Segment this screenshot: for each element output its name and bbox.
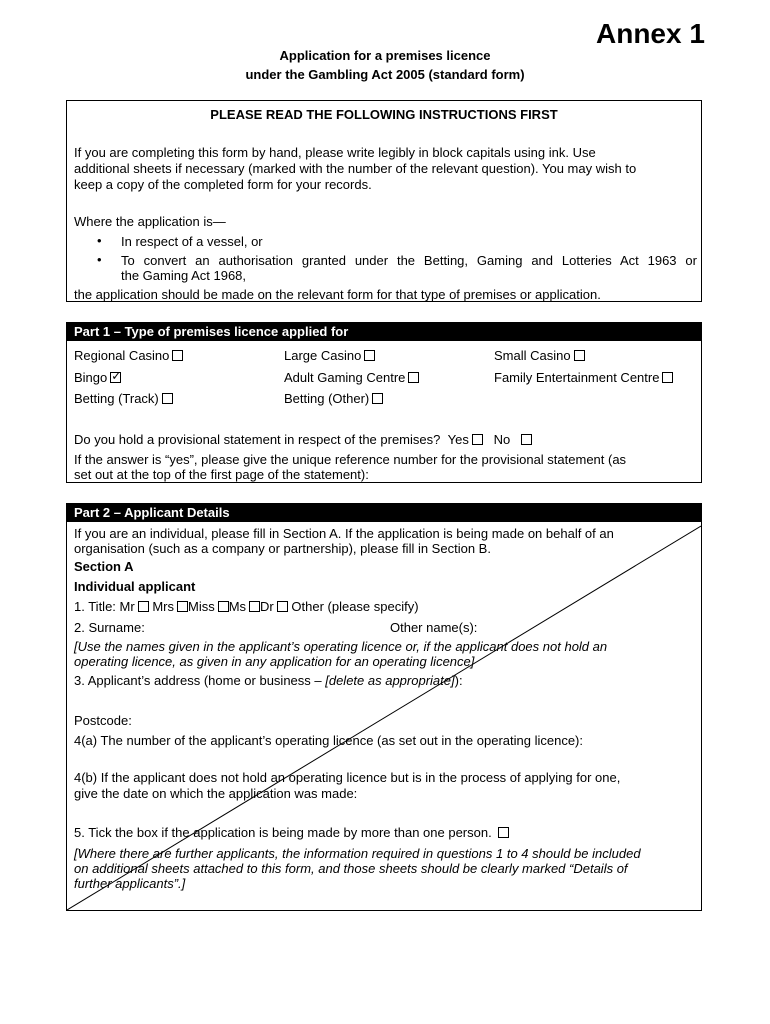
option-bingo: Bingo✓ [74, 370, 121, 386]
provisional-question: Do you hold a provisional statement in respect of the premises? Yes No [74, 432, 532, 448]
bullet-item: To convert an authorisation granted under the Betting, Gaming and Lotteries Act 1963 or [121, 253, 697, 268]
adult-gaming-centre-checkbox[interactable] [408, 372, 419, 383]
annex-label: Annex 1 [596, 18, 705, 49]
instructions-heading: PLEASE READ THE FOLLOWING INSTRUCTIONS FIRST [210, 107, 558, 122]
multiple-applicants-question: 5. Tick the box if the application is being made by more than one person. [74, 825, 509, 841]
instructions-text: If you are completing this form by hand, please write legibly in block capitals using ink. Use [74, 145, 596, 160]
surname-label: 2. Surname: [74, 620, 145, 635]
instructions-text: Where the application is— [74, 214, 226, 229]
part2-intro: If you are an individual, please fill in Section A. If the application is being made on behalf of an [74, 526, 614, 541]
option-large-casino: Large Casino [284, 348, 375, 364]
title-question: 1. Title: Mr Mrs Miss Ms Dr Other (please specify) [74, 599, 419, 614]
names-note: [Use the names given in the applicant’s operating licence or, if the applicant does not hold an [74, 639, 608, 654]
part2-intro: organisation (such as a company or partnership), please fill in Section B. [74, 541, 491, 556]
betting-track-checkbox[interactable] [162, 393, 173, 404]
further-applicants-note: on additional sheets attached to this form, and those sheets should be clearly marked “Details of [74, 861, 628, 876]
section-a-heading: Section A [74, 559, 134, 574]
bingo-checkbox[interactable] [110, 372, 121, 383]
family-entertainment-centre-checkbox[interactable] [662, 372, 673, 383]
part1-box [66, 322, 702, 483]
bullet-item: the Gaming Act 1968, [121, 268, 247, 283]
address-question: 3. Applicant’s address (home or business – [delete as appropriate]): [74, 673, 463, 688]
large-casino-checkbox[interactable] [364, 350, 375, 361]
strike-through-line [67, 504, 701, 910]
instructions-closing: the application should be made on the relevant form for that type of premises or application. [74, 287, 601, 302]
provisional-no-checkbox[interactable] [521, 434, 532, 445]
postcode-label: Postcode: [74, 713, 132, 728]
instructions-text: keep a copy of the completed form for your records. [74, 177, 372, 192]
reference-instruction: set out at the top of the first page of the statement): [74, 467, 369, 482]
part1-header: Part 1 – Type of premises licence applied for [67, 323, 701, 341]
option-regional-casino: Regional Casino [74, 348, 183, 364]
further-applicants-note: further applicants”.] [74, 876, 186, 891]
bullet-icon: • [97, 252, 102, 267]
bullet-icon: • [97, 233, 102, 248]
pending-licence-question: 4(b) If the applicant does not hold an operating licence but is in the process of applying for one, [74, 770, 621, 785]
provisional-yes-checkbox[interactable] [472, 434, 483, 445]
option-family-entertainment-centre: Family Entertainment Centre [494, 370, 673, 386]
bullet-item: In respect of a vessel, or [121, 234, 263, 249]
option-small-casino: Small Casino [494, 348, 585, 364]
reference-instruction: If the answer is “yes”, please give the unique reference number for the provisional statement (as [74, 452, 627, 467]
regional-casino-checkbox[interactable] [172, 350, 183, 361]
option-betting-other: Betting (Other) [284, 391, 383, 407]
small-casino-checkbox[interactable] [574, 350, 585, 361]
names-note: operating licence, as given in any application for an operating licence] [74, 654, 475, 669]
form-title-line1: Application for a premises licence [279, 48, 491, 63]
other-names-label: Other name(s): [390, 620, 478, 635]
part2-header: Part 2 – Applicant Details [67, 504, 701, 522]
betting-other-checkbox[interactable] [372, 393, 383, 404]
instructions-box [66, 100, 702, 302]
individual-applicant-heading: Individual applicant [74, 579, 196, 594]
operating-licence-question: 4(a) The number of the applicant’s operating licence (as set out in the operating licence): [74, 733, 583, 748]
form-title-line2: under the Gambling Act 2005 (standard form) [245, 67, 525, 82]
pending-licence-question: give the date on which the application was made: [74, 786, 358, 801]
option-adult-gaming-centre: Adult Gaming Centre [284, 370, 419, 386]
further-applicants-note: [Where there are further applicants, the information required in questions 1 to 4 should be included [74, 846, 641, 861]
option-betting-track: Betting (Track) [74, 391, 173, 407]
part2-box [66, 503, 702, 911]
instructions-text: additional sheets if necessary (marked with the number of the relevant question). You may wish to [74, 161, 637, 176]
